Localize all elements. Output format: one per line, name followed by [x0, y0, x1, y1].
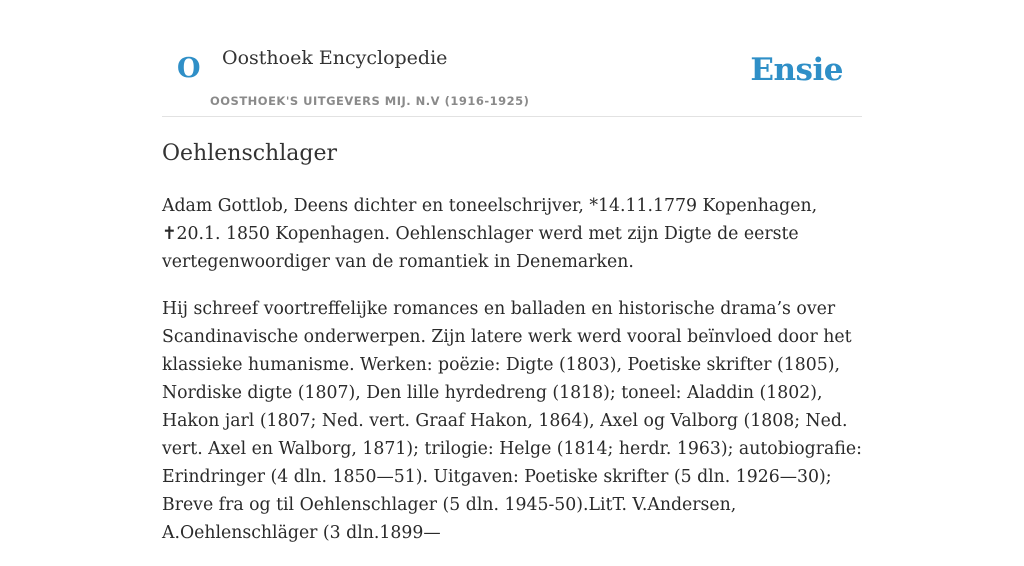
- article-paragraph: Hij schreef voortreffelijke romances en balladen en historische drama’s over Scandinavische onderwerpen. Zijn latere werk werd vooral beïnvloed door het klassieke humanisme. Werken: poëzie: Digte (1803), Poetiske skrifter (1805), Nordiske digte (1807), Den lille hyrdedreng (1818); toneel: Aladdin (1802), Hakon jarl (1807; Ned. vert. Graaf Hakon, 1864), Axel og Valborg (1808; Ned. vert. Axel en Walborg, 1871); trilogie: Helge (1814; herdr. 1963); autobiografie: Erindringer (4 dln. 1850—51). Uitgaven: Poetiske skrifter (5 dln. 1926—30); Breve fra og til Oehlenschlager (5 dln. 1945-50).LitT. V.Andersen, A.Oehlenschläger (3 dln.1899—: [162, 299, 862, 543]
- publication-logo[interactable]: O: [177, 53, 201, 84]
- publication-title[interactable]: Oosthoek Encyclopedie: [222, 47, 448, 69]
- article-body: [162, 192, 862, 566]
- article-title: Oehlenschlager: [162, 141, 338, 166]
- brand-logo[interactable]: Ensie: [750, 52, 843, 88]
- article-paragraph: Adam Gottlob, Deens dichter en toneelschrijver, *14.11.1779 Kopenhagen, ✝20.1. 1850 Kopenhagen. Oehlenschlager werd met zijn Digte de eerste vertegenwoordiger van de romantiek in Denemarken.: [162, 196, 818, 272]
- site-header: [162, 0, 862, 117]
- publication-subtitle: OOSTHOEK'S UITGEVERS MIJ. N.V (1916-1925): [210, 94, 530, 108]
